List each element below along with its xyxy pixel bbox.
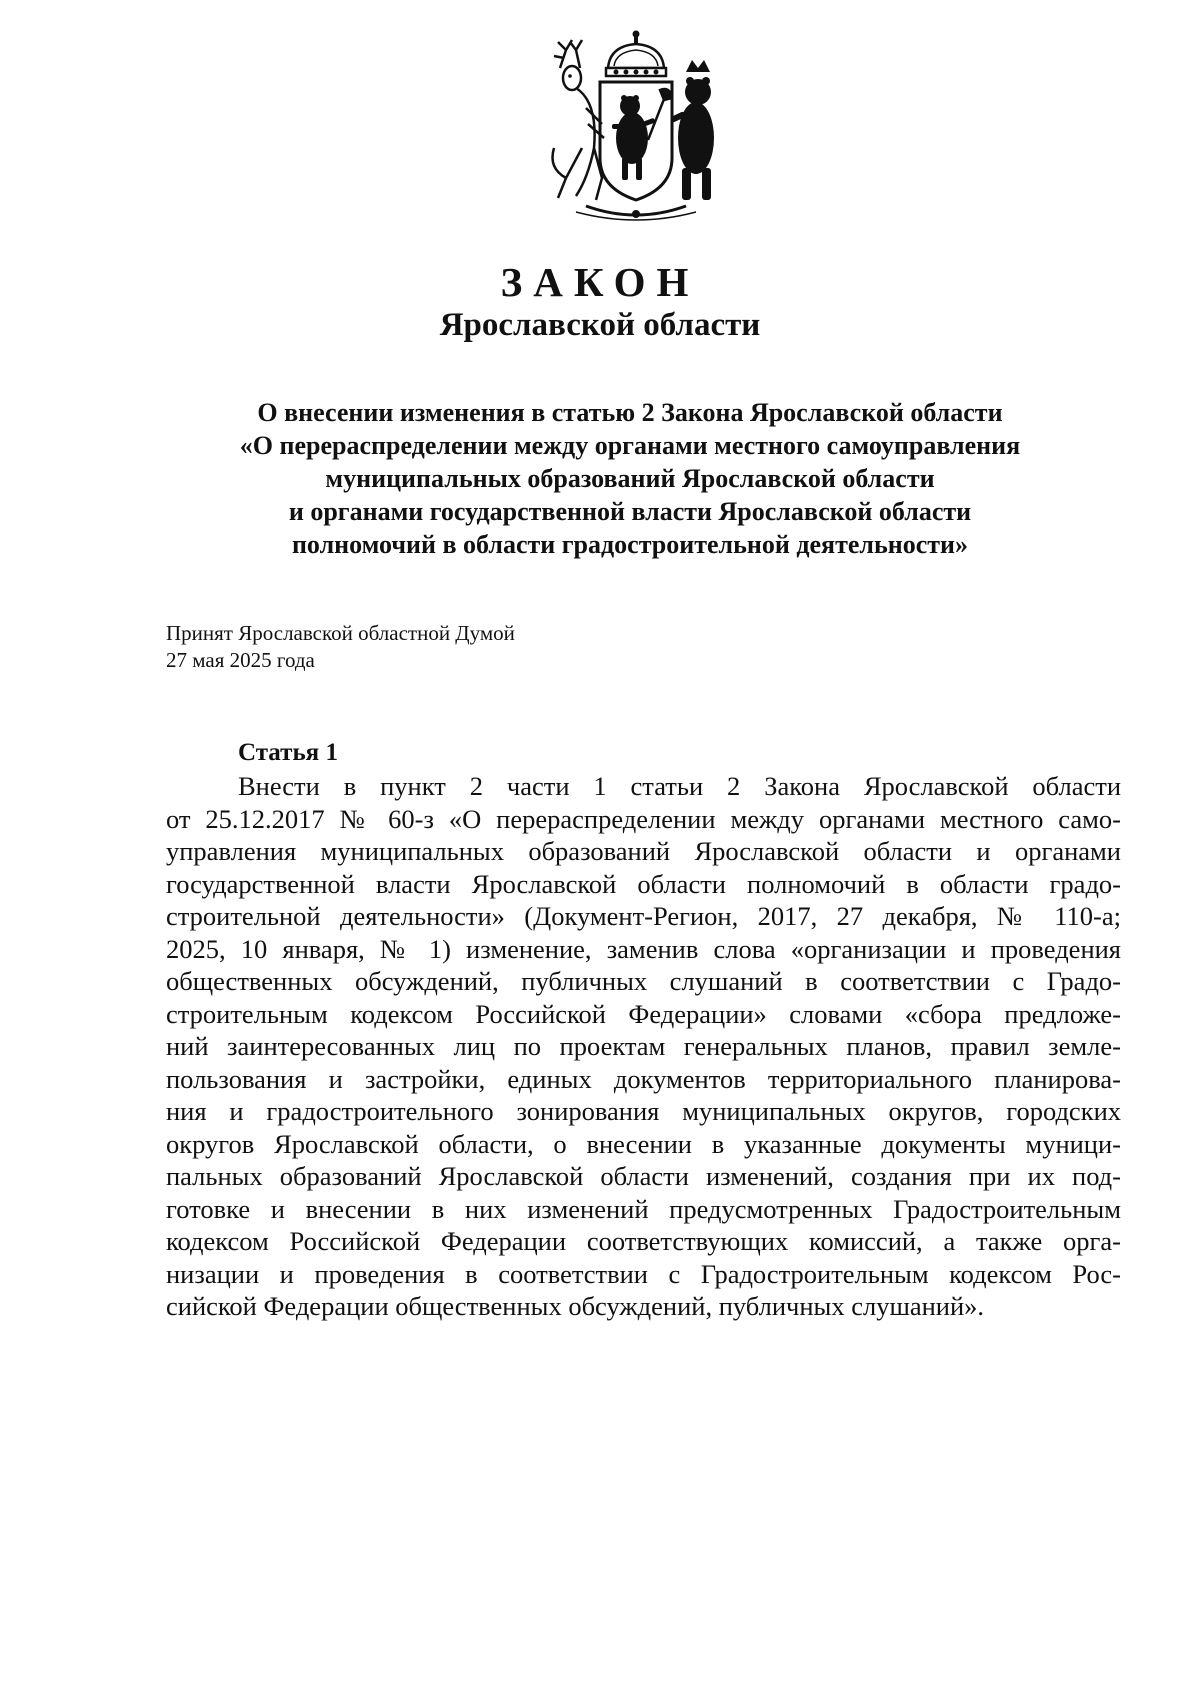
article-line: Внести в пункт 2 части 1 статьи 2 Закона Ярославской области <box>238 771 1121 801</box>
heading-line: и органами государственной власти Ярославской области <box>288 497 972 526</box>
article-title: Статья 1 <box>238 739 338 766</box>
heading-line: муниципальных образований Ярославской области <box>325 464 935 493</box>
document-heading <box>210 396 1050 561</box>
heading-line: «О перераспределении между органами местного самоуправления <box>239 431 1021 460</box>
adoption-note <box>166 620 515 674</box>
article-line: округов Ярославской области, о внесении в указанные документы муници- <box>166 1128 1121 1159</box>
law-title: ЗАКОН <box>500 259 700 305</box>
article-body <box>166 770 1121 1323</box>
article-line: ний заинтересованных лиц по проектам генеральных планов, правил земле- <box>166 1031 1121 1061</box>
article-line: строительной деятельности» (Документ-Регион, 2017, 27 декабря, № 110-а; <box>166 901 1121 931</box>
article-line: 2025, 10 января, № 1) изменение, заменив слова «организации и проведения <box>166 933 1121 964</box>
article-line: ния и градостроительного зонирования муниципальных округов, городских <box>166 1096 1121 1126</box>
article-line: от 25.12.2017 № 60-з «О перераспределении между органами местного само- <box>166 803 1121 834</box>
heading-line: полномочий в области градостроительной деятельности» <box>291 530 969 559</box>
article-line: общественных обсуждений, публичных слушаний в соответствии с Градо- <box>166 966 1121 996</box>
article-line: строительным кодексом Российской Федерации» словами «сбора предложе- <box>166 998 1121 1029</box>
article-line: кодексом Российской Федерации соответствующих комиссий, а также орга- <box>166 1226 1121 1256</box>
coat-of-arms-icon <box>536 28 736 228</box>
article-line: государственной власти Ярославской области полномочий в области градо- <box>166 868 1121 899</box>
article-line: управления муниципальных образований Ярославской области и органами <box>166 836 1121 866</box>
article-line: пользования и застройки, единых документов территориального планирова- <box>166 1063 1121 1094</box>
law-region: Ярославской области <box>439 307 761 343</box>
article-line: пальных образований Ярославской области изменений, создания при их под- <box>166 1161 1121 1191</box>
adoption-date: 27 мая 2025 года <box>166 648 315 672</box>
article-line: готовке и внесении в них изменений предусмотренных Градостроительным <box>166 1193 1121 1224</box>
coat-of-arms-emblem <box>536 28 736 228</box>
heading-line: О внесении изменения в статью 2 Закона Ярославской области <box>257 398 1003 427</box>
adoption-body: Принят Ярославской областной Думой <box>166 621 515 645</box>
article-line: низации и проведения в соответствии с Градостроительным кодексом Рос- <box>166 1258 1121 1289</box>
article-line: сийской Федерации общественных обсуждений, публичных слушаний». <box>166 1291 985 1321</box>
